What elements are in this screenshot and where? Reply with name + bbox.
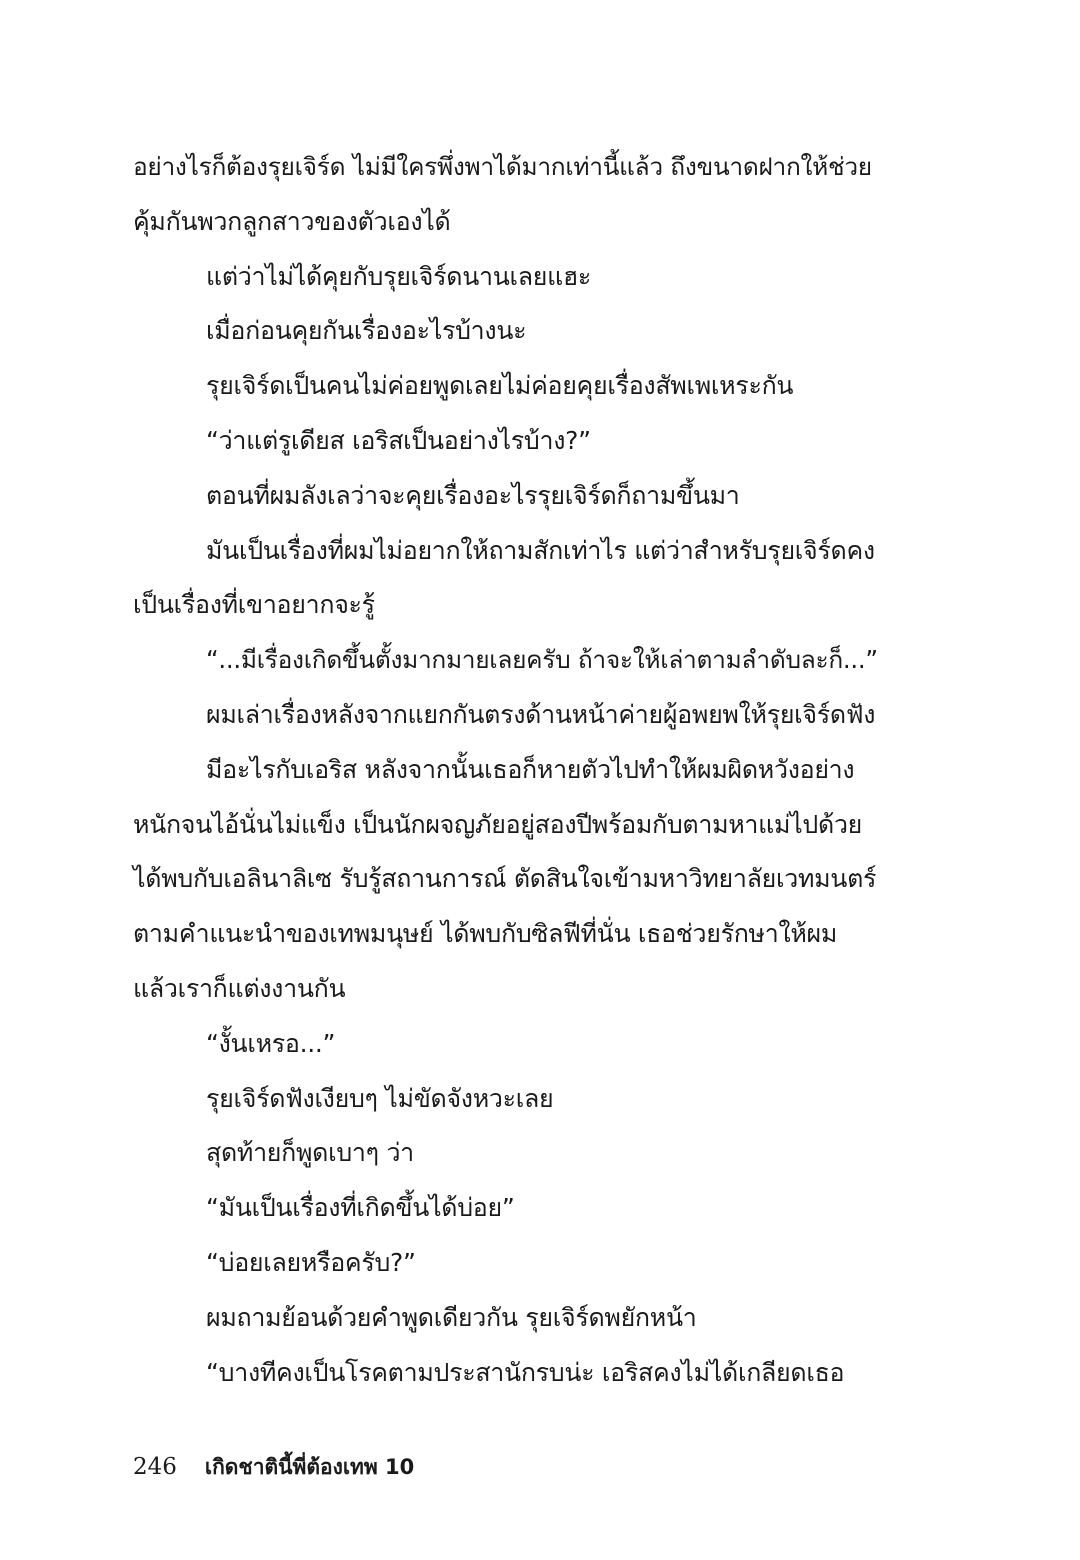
- text-line: ผมเล่าเรื่องหลังจากแยกกันตรงด้านหน้าค่ายผู้อพยพให้รุยเจิร์ดฟัง: [206, 699, 876, 729]
- text-line: มีอะไรกับเอริส หลังจากนั้นเธอก็หายตัวไปทำให้ผมผิดหวังอย่าง: [206, 754, 855, 784]
- book-title: เกิดชาตินี้พี่ต้องเทพ 10: [204, 1455, 415, 1479]
- text-line: แล้วเราก็แต่งงานกัน: [133, 973, 346, 1003]
- text-line: คุ้มกันพวกลูกสาวของตัวเองได้: [133, 206, 451, 236]
- text-line: “งั้นเหรอ...”: [206, 1028, 336, 1058]
- text-line: หนักจนไอ้นั่นไม่แข็ง เป็นนักผจญภัยอยู่สองปีพร้อมกับตามหาแม่ไปด้วย: [133, 809, 863, 839]
- text-line: “ว่าแต่รูเดียส เอริสเป็นอย่างไรบ้าง?”: [206, 425, 591, 455]
- text-line: มันเป็นเรื่องที่ผมไม่อยากให้ถามสักเท่าไร แต่ว่าสำหรับรุยเจิร์ดคง: [206, 535, 875, 565]
- text-line: ตอนที่ผมลังเลว่าจะคุยเรื่องอะไรรุยเจิร์ดก็ถามขึ้นมา: [206, 480, 740, 510]
- page-number: 246: [133, 1454, 177, 1480]
- page-footer: [133, 1447, 414, 1487]
- text-line: “...มีเรื่องเกิดขึ้นตั้งมากมายเลยครับ ถ้าจะให้เล่าตามลำดับละก็...”: [206, 645, 878, 675]
- text-line: ตามคำแนะนำของเทพมนุษย์ ได้พบกับซิลฟีที่นั่น เธอช่วยรักษาให้ผม: [133, 919, 838, 949]
- text-line: รุยเจิร์ดฟังเงียบๆ ไม่ขัดจังหวะเลย: [206, 1083, 554, 1113]
- text-line: เป็นเรื่องที่เขาอยากจะรู้: [133, 590, 375, 620]
- text-line: ได้พบกับเอลินาลิเซ รับรู้สถานการณ์ ตัดสินใจเข้ามหาวิทยาลัยเวทมนตร์: [133, 864, 877, 894]
- text-line: “บ่อยเลยหรือครับ?”: [206, 1247, 416, 1277]
- text-line: แต่ว่าไม่ได้คุยกับรุยเจิร์ดนานเลยแฮะ: [206, 261, 592, 291]
- text-line: ผมถามย้อนด้วยคำพูดเดียวกัน รุยเจิร์ดพยักหน้า: [206, 1302, 697, 1332]
- text-line: “มันเป็นเรื่องที่เกิดขึ้นได้บ่อย”: [206, 1193, 515, 1223]
- text-line: สุดท้ายก็พูดเบาๆ ว่า: [206, 1138, 414, 1168]
- body-text: [133, 140, 883, 1400]
- text-line: เมื่อก่อนคุยกันเรื่องอะไรบ้างนะ: [206, 316, 527, 346]
- text-line: อย่างไรก็ต้องรุยเจิร์ด ไม่มีใครพึ่งพาได้มากเท่านี้แล้ว ถึงขนาดฝากให้ช่วย: [133, 152, 872, 181]
- text-line: “บางทีคงเป็นโรคตามประสานักรบน่ะ เอริสคงไม่ได้เกลียดเธอ: [206, 1357, 845, 1387]
- text-line: รุยเจิร์ดเป็นคนไม่ค่อยพูดเลยไม่ค่อยคุยเรื่องสัพเพเหระกัน: [206, 371, 794, 401]
